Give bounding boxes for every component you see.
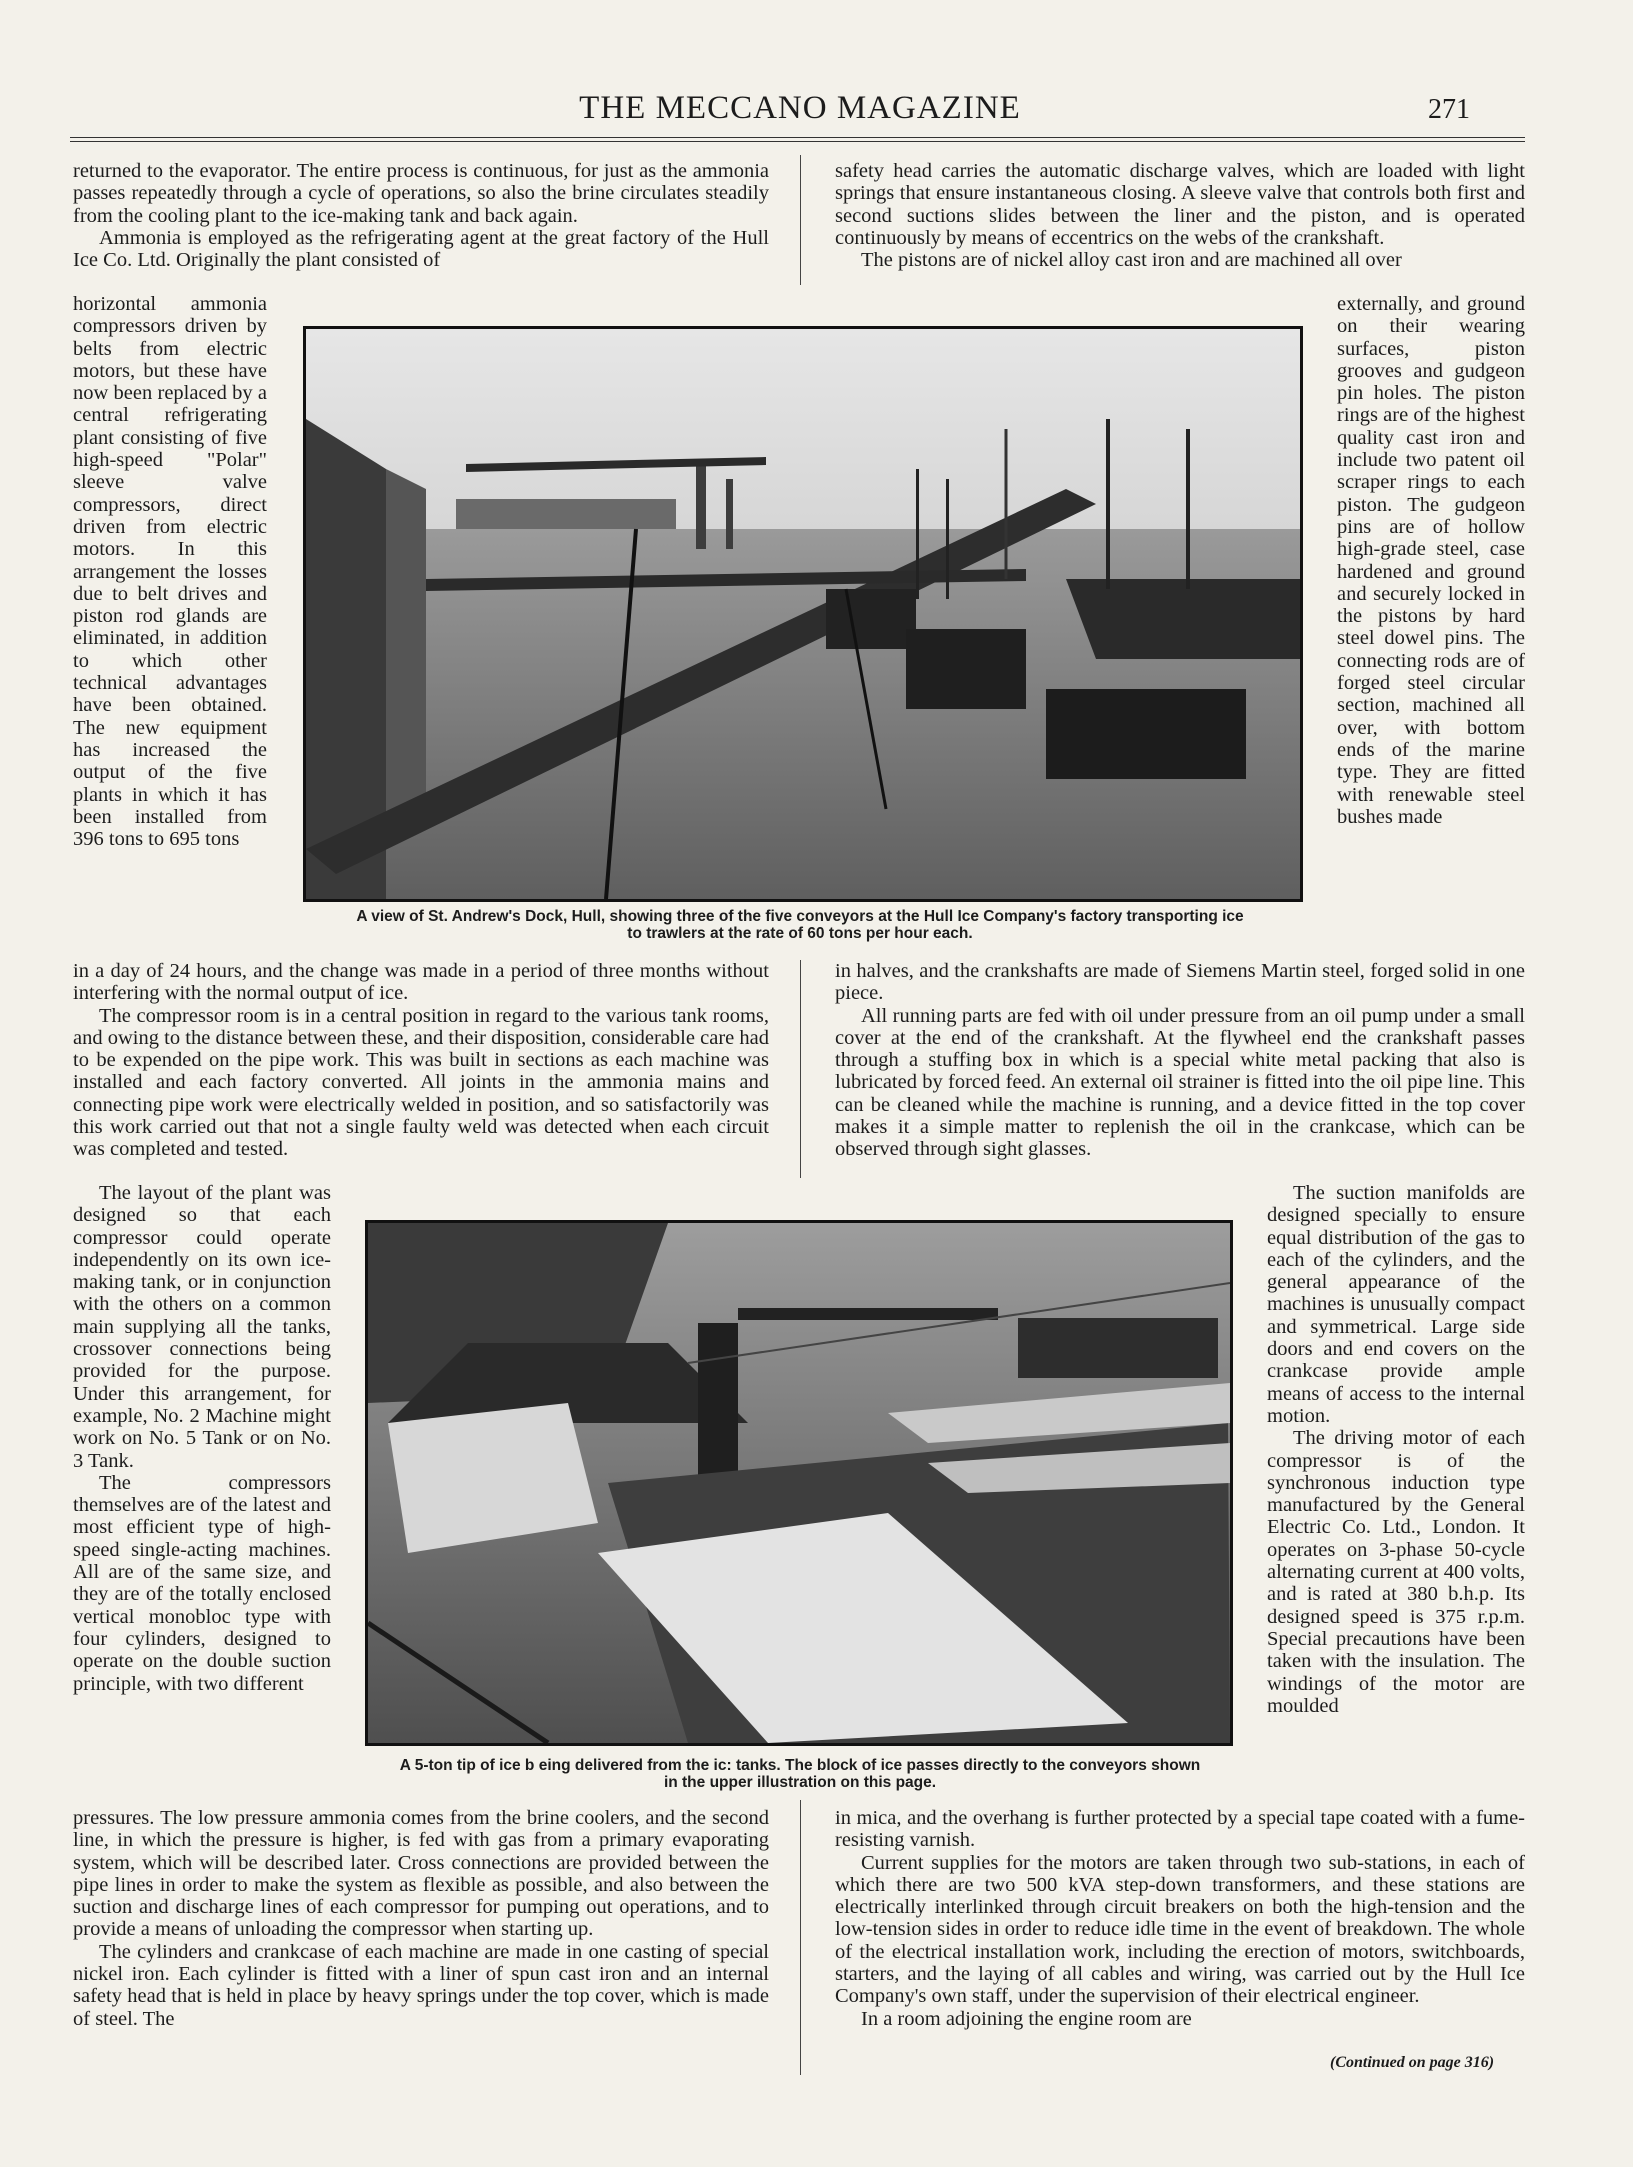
- column-divider-bottom: [800, 1800, 801, 2075]
- header-rule-top: [70, 137, 1525, 138]
- paragraph: The compressors themselves are of the latest and most efficient type of high-speed single-acting machines. All are of the same size, and they are of the totally enclosed vertical monobloc type with four cylinders, designed to operate on the double suction principle, with two different: [73, 1471, 331, 1695]
- paragraph: The layout of the plant was designed so that each compressor could operate independently on its own ice-making tank, or in conjunction with the others on a common main supplying all the tanks, crossover connections being provided for the purpose. Under this arrangement, for example, No. 2 Machine might work on No. 5 Tank or on No. 3 Tank.: [73, 1182, 331, 1472]
- column-divider-top: [800, 155, 801, 285]
- right-column-bottom: [835, 1807, 1525, 2030]
- continued-note: (Continued on page 316): [1330, 2054, 1495, 2071]
- column-divider-middle: [800, 960, 801, 1178]
- page-header: [70, 90, 1530, 138]
- paragraph: in mica, and the overhang is further protected by a special tape coated with a fume-resisting varnish.: [835, 1807, 1525, 1852]
- magazine-title: THE MECCANO MAGAZINE: [579, 90, 1021, 126]
- paragraph: Ammonia is employed as the refrigerating agent at the great factory of the Hull Ice Co. Ltd. Originally the plant consisted of: [73, 226, 769, 272]
- paragraph: The compressor room is in a central position in regard to the various tank rooms, and owing to the distance between these, and their disposition, considerable care had to be expended on the pipe work. This was built in sections as each machine was installed and each factory converted. All joints in the ammonia mains and connecting pipe work were electrically welded in position, and so satisfactorily was this work carried out that not a single faulty weld was detected when each circuit was completed and tested.: [73, 1004, 769, 1161]
- paragraph: In a room adjoining the engine room are: [861, 2007, 1192, 2030]
- caption-line: in the upper illustration on this page.: [663, 1774, 937, 1791]
- paragraph: All running parts are fed with oil under pressure from an oil pump under a small cover at the end of the crankshaft. At the flywheel end the crankshaft passes through a stuffing box in which is a special white metal packing that also is lubricated by forced feed. An external oil strainer is fitted into the oil pipe line. This can be cleaned while the machine is running, and a device fitted in the top cover makes it a simple matter to replenish the oil in the crankcase, which can be observed through sight glasses.: [835, 1004, 1525, 1161]
- page-number: 271: [1428, 94, 1470, 125]
- left-column-bottom: [73, 1807, 769, 2030]
- ice-tank-illustration: [368, 1223, 1230, 1743]
- paragraph: The pistons are of nickel alloy cast iron and are machined all over: [861, 249, 1402, 272]
- paragraph: The suction manifolds are designed specially to ensure equal distribution of the gas to each of the cylinders, and the general appearance of the machines is unusually compact and symmetrical. Large side doors and end covers on the crankcase provide ample means of access to the internal motion.: [1267, 1182, 1525, 1427]
- caption-line: A view of St. Andrew's Dock, Hull, showing three of the five conveyors at the Hull Ice Company's factory transporting ice: [356, 908, 1244, 925]
- figure-1-caption: [295, 908, 1305, 942]
- caption-line: A 5-ton tip of ice b eing delivered from the ic: tanks. The block of ice passes directly to the conveyors shown: [399, 1757, 1201, 1774]
- left-column-narrow-1: [73, 293, 267, 963]
- right-column-middle: [835, 960, 1525, 1161]
- paragraph: pressures. The low pressure ammonia comes from the brine coolers, and the second line, in which the pressure is higher, is fed with gas from a primary evaporating system, which will be described later. Cross connections are provided between the pipe lines in order to make the system as flexible as possible, and also between the suction and discharge lines of each compressor for pumping out operations, and to provide a means of unloading the compressor when starting up.: [73, 1807, 769, 1941]
- paragraph: externally, and ground on their wearing surfaces, piston grooves and gudgeon pin holes. The piston rings are of the highest quality cast iron and include two patent oil scraper rings to each piston. The gudgeon pins are of hollow high-grade steel, case hardened and ground and securely locked in the pistons by hard steel dowel pins. The connecting rods are of forged steel circular section, machined all over, with bottom ends of the marine type. They are fitted with renewable steel bushes made: [1337, 293, 1525, 828]
- paragraph: returned to the evaporator. The entire process is continuous, for just as the ammonia passes repeatedly through a cycle of operations, so also the brine circulates steadily from the cooling plant to the ice-making tank and back again.: [73, 160, 769, 227]
- caption-line: to trawlers at the rate of 60 tons per hour each.: [627, 925, 973, 942]
- header-rule-bottom: [70, 141, 1525, 142]
- left-column-top: [73, 160, 769, 271]
- dock-conveyor-photo: [303, 326, 1303, 902]
- paragraph: in halves, and the crankshafts are made of Siemens Martin steel, forged solid in one piece.: [835, 960, 1525, 1005]
- right-column-narrow-2: [1267, 1182, 1525, 1804]
- right-column-narrow-1: [1337, 293, 1525, 963]
- left-column-narrow-2: [73, 1182, 331, 1804]
- paragraph: The driving motor of each compressor is of the synchronous induction type manufactured by the General Electric Co. Ltd., London. It operates on 3-phase 50-cycle alternating current at 400 volts, and is rated at 380 b.h.p. Its designed speed is 375 r.p.m. Special precautions have been taken with the insulation. The windings of the motor are moulded: [1267, 1427, 1525, 1717]
- figure-2-caption: [360, 1757, 1240, 1791]
- paragraph: in a day of 24 hours, and the change was made in a period of three months without interfering with the normal output of ice.: [73, 960, 769, 1005]
- paragraph: Current supplies for the motors are taken through two sub-stations, in each of which there are two 500 kVA step-down transformers, and these stations are electrically interlinked through circuit breakers on both the high-tension and the low-tension sides in order to reduce idle time in the event of breakdown. The whole of the electrical installation work, including the erection of motors, switchboards, starters, and the laying of all cables and wiring, was carried out by the Hull Ice Company's own staff, under the supervision of their electrical engineer.: [835, 1851, 1525, 2008]
- right-column-top: [835, 160, 1525, 271]
- paragraph: horizontal ammonia compressors driven by belts from electric motors, but these have now been replaced by a central refrigerating plant consisting of five high-speed "Polar" sleeve valve compressors, direct driven from electric motors. In this arrangement the losses due to belt drives and piston rod glands are eliminated, in addition to which other technical advantages have been obtained. The new equipment has increased the output of the five plants in which it has been installed from 396 tons to 695 tons: [73, 293, 267, 851]
- paragraph: The cylinders and crankcase of each machine are made in one casting of special nickel iron. Each cylinder is fitted with a liner of spun cast iron and an internal safety head that is held in place by heavy springs under the top cover, which is made of steel. The: [73, 1940, 769, 2030]
- paragraph: safety head carries the automatic discharge valves, which are loaded with light springs that ensure instantaneous closing. A sleeve valve that controls both first and second suctions slides between the liner and the piston, and is operated continuously by means of eccentrics on the webs of the crankshaft.: [835, 160, 1525, 249]
- ice-tank-photo: [365, 1220, 1233, 1746]
- dock-conveyor-illustration: [306, 329, 1300, 899]
- left-column-middle: [73, 960, 769, 1161]
